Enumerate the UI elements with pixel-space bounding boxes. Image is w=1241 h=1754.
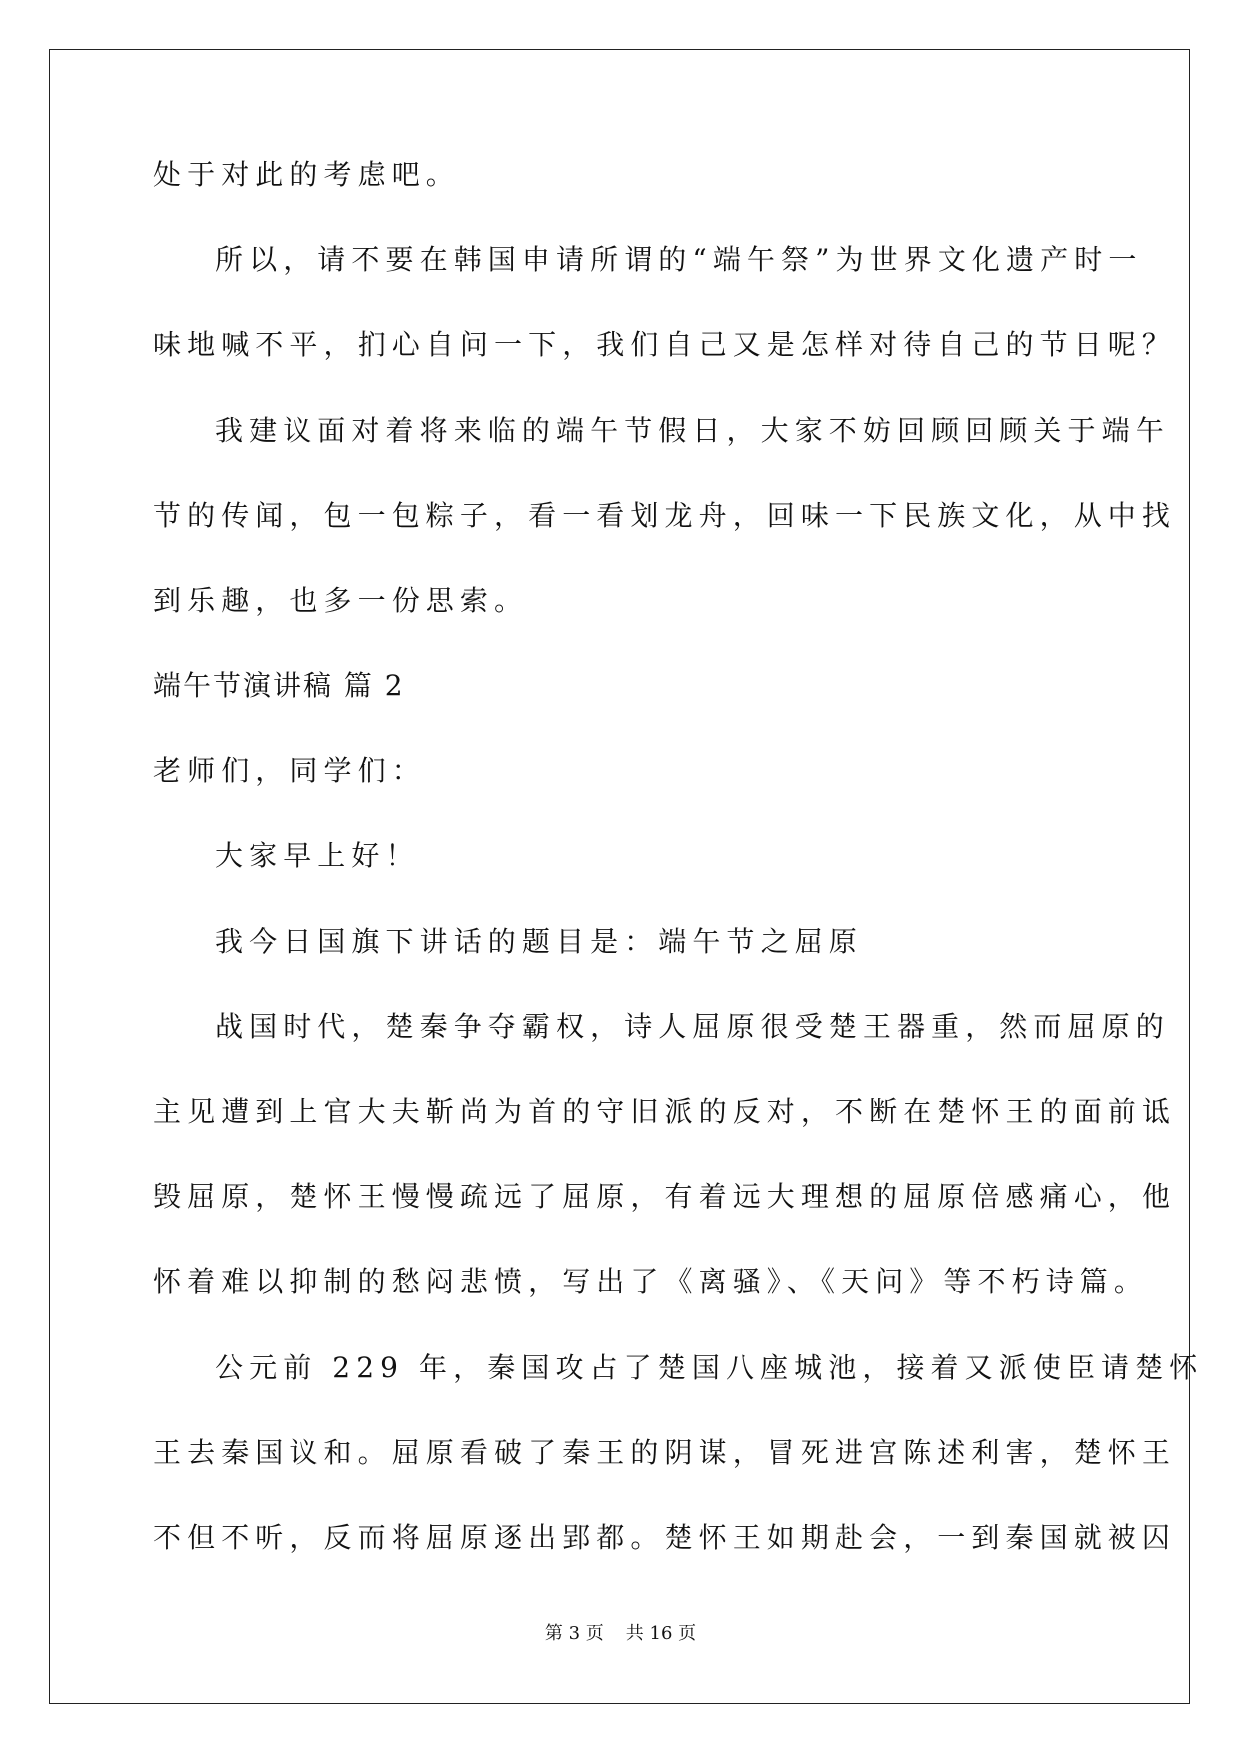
text-line: 王去秦国议和。屈原看破了秦王的阴谋，冒死进宫陈述利害，楚怀王 — [153, 1436, 1177, 1469]
page-number: 第 3 页 — [544, 1623, 604, 1644]
text-line: 处于对此的考虑吧。 — [153, 158, 460, 191]
text-line: 我建议面对着将来临的端午节假日，大家不妨回顾回顾关于端午 — [215, 414, 1170, 447]
text-line: 主见遭到上官大夫靳尚为首的守旧派的反对，不断在楚怀王的面前诋 — [153, 1095, 1177, 1128]
salutation: 老师们，同学们： — [153, 754, 426, 787]
section-heading: 端午节演讲稿 篇 2 — [153, 669, 405, 702]
text-line: 战国时代，楚秦争夺霸权，诗人屈原很受楚王器重，然而屈原的 — [215, 1010, 1170, 1043]
text-line: 大家早上好！ — [215, 839, 420, 872]
text-line: 公元前 229 年，秦国攻占了楚国八座城池，接着又派使臣请楚怀 — [215, 1351, 1204, 1384]
text-line: 我今日国旗下讲话的题目是：端午节之屈原 — [215, 925, 863, 958]
text-line: 不但不听，反而将屈原逐出郢都。楚怀王如期赴会，一到秦国就被囚 — [153, 1521, 1177, 1554]
text-line: 毁屈原，楚怀王慢慢疏远了屈原，有着远大理想的屈原倍感痛心，他 — [153, 1180, 1177, 1213]
text-line: 味地喊不平，扪心自问一下，我们自己又是怎样对待自己的节日呢？ — [153, 328, 1177, 361]
text-line: 怀着难以抑制的愁闷悲愤，写出了《离骚》、《天问》等不朽诗篇。 — [153, 1265, 1149, 1298]
text-line: 到乐趣，也多一份思索。 — [153, 584, 529, 617]
text-line: 节的传闻，包一包粽子，看一看划龙舟，回味一下民族文化，从中找 — [153, 499, 1177, 532]
text-line: 所以，请不要在韩国申请所谓的“端午祭”为世界文化遗产时一 — [215, 243, 1143, 276]
page-total: 共 16 页 — [625, 1623, 697, 1644]
page-footer — [0, 1622, 1241, 1646]
